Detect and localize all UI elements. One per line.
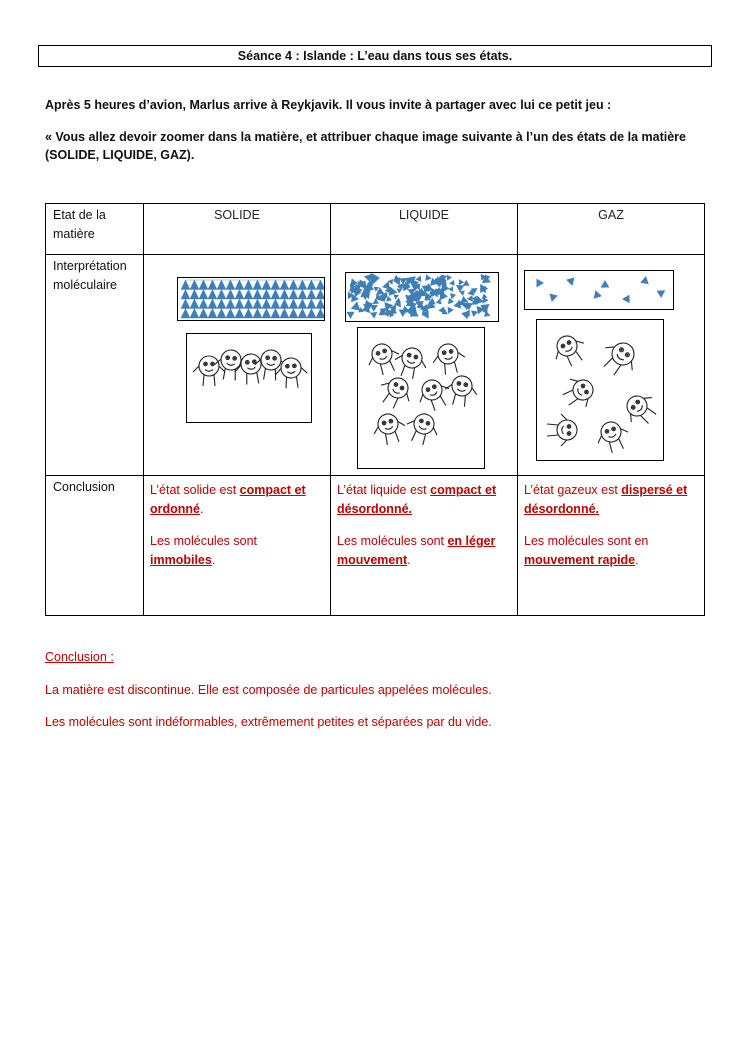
gas-triangle-pattern-icon [524, 270, 674, 310]
solid-molecules-drawing-icon [186, 333, 312, 423]
table-header-row [46, 204, 705, 255]
liquid-illustration-cell [331, 255, 518, 476]
conclusion-line-2: Les molécules sont indéformables, extrêmement petites et séparées par du vide. [45, 715, 492, 729]
intro-paragraph-1: Après 5 heures d’avion, Marlus arrive à Reykjavik. Il vous invite à partager avec lui ce petit jeu : [45, 98, 612, 112]
solid-conclusion: L’état solide est compact et ordonné. Les molécules sont immobiles. [144, 476, 331, 616]
molecular-row [46, 255, 705, 476]
liquid-conclusion: L’état liquide est compact et désordonné. Les molécules sont en léger mouvement. [331, 476, 518, 616]
intro-paragraph-2: « Vous allez devoir zoomer dans la matière, et attribuer chaque image suivante à l’un des états de la matière (SOLIDE, LIQUIDE, GAZ). [45, 130, 686, 162]
header-label: Etat de la matière [46, 204, 144, 255]
state-header-liquid: LIQUIDE [331, 204, 518, 255]
conclusion-row [46, 476, 705, 616]
liquid-molecules-drawing-icon [357, 327, 485, 469]
state-header-gas: GAZ [518, 204, 705, 255]
states-table [45, 203, 705, 616]
conclusion-title: Conclusion : [45, 650, 114, 664]
gas-molecules-drawing-icon [536, 319, 664, 461]
gas-illustration-cell [518, 255, 705, 476]
state-header-solid: SOLIDE [144, 204, 331, 255]
molecular-label: Interprétation moléculaire [46, 255, 144, 476]
solid-illustration-cell [144, 255, 331, 476]
solid-triangle-pattern-icon [177, 277, 325, 321]
conclusion-line-1: La matière est discontinue. Elle est composée de particules appelées molécules. [45, 683, 492, 697]
liquid-triangle-pattern-icon [345, 272, 499, 322]
gas-conclusion: L’état gazeux est dispersé et désordonné. Les molécules sont en mouvement rapide. [518, 476, 705, 616]
conclusion-label: Conclusion [46, 476, 144, 616]
page-title: Séance 4 : Islande : L’eau dans tous ses états. [38, 45, 712, 67]
